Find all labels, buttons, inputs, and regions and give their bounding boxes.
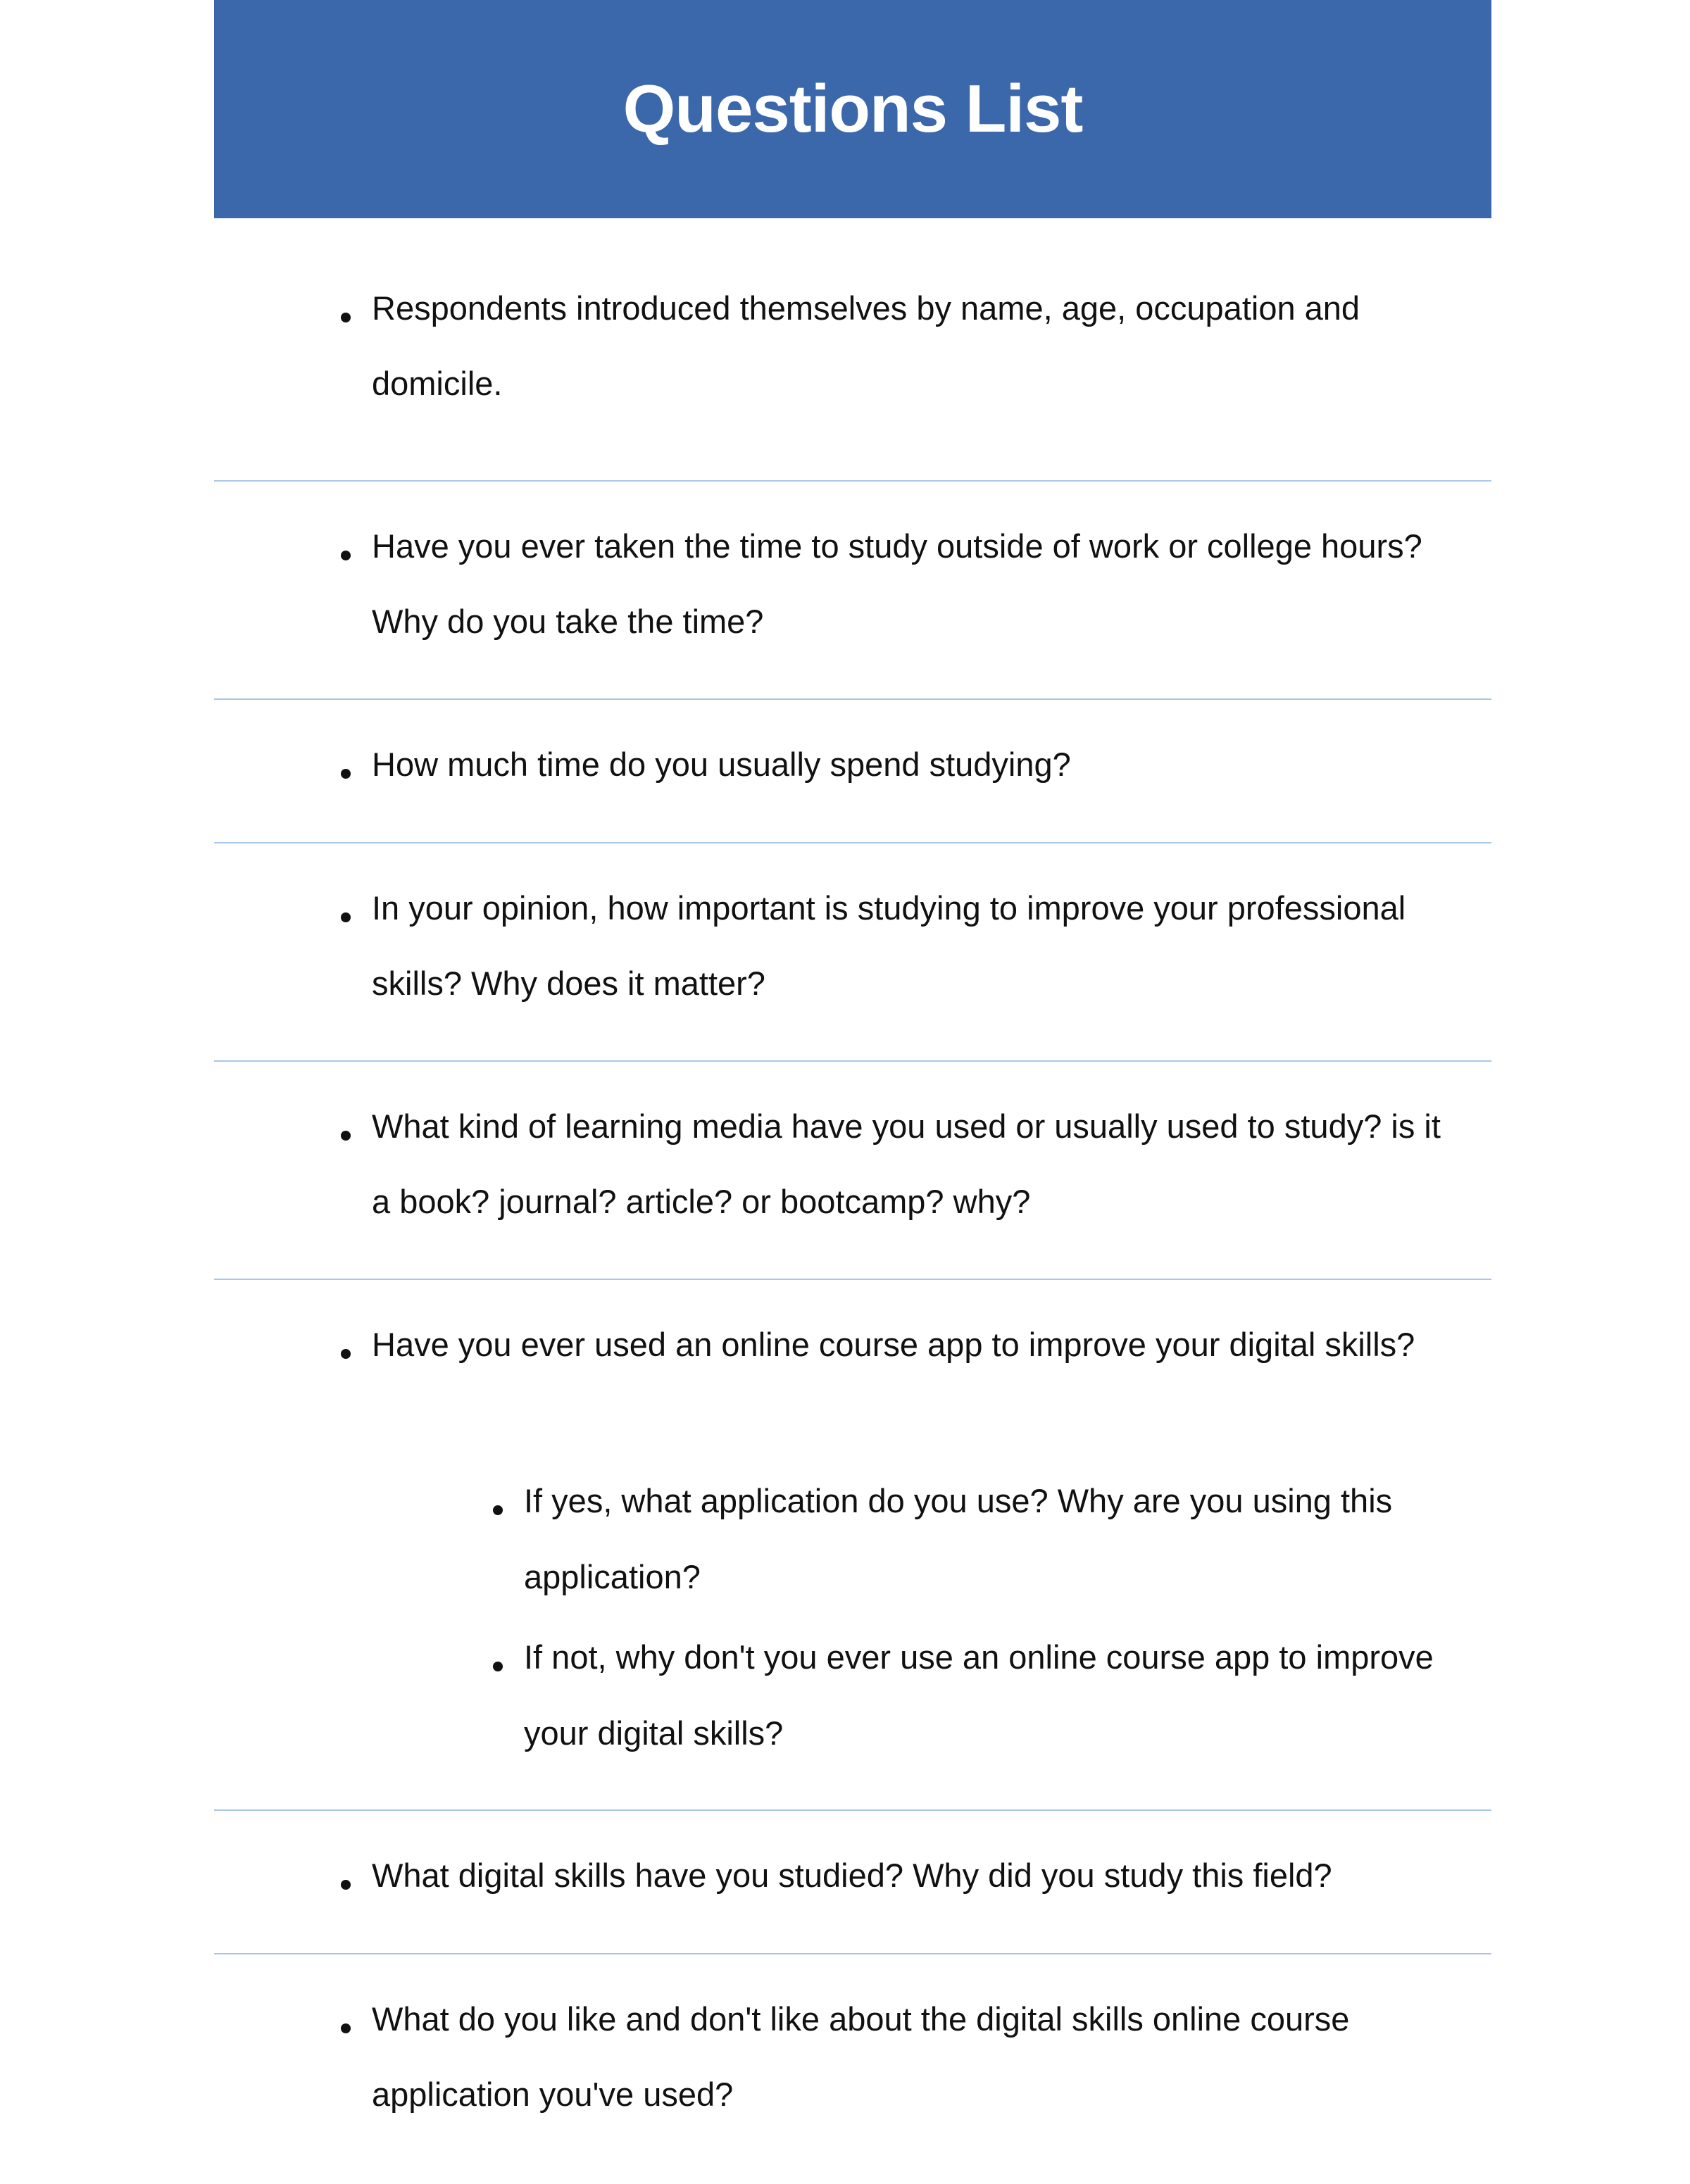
- question-text: Respondents introduced themselves by name, age, occupation and domicile.: [372, 289, 1360, 402]
- question-text: How much time do you usually spend studying?: [372, 746, 1071, 783]
- header-banner: [214, 0, 1491, 218]
- bullet-icon: [341, 2023, 351, 2033]
- list-item: [214, 1811, 1491, 1954]
- list-item: [214, 700, 1491, 843]
- question-text: What digital skills have you studied? Why did you study this field?: [372, 1857, 1332, 1894]
- question-text: Have you ever used an online course app to improve your digital skills?: [372, 1326, 1415, 1363]
- bullet-icon: [341, 912, 351, 922]
- list-item: [214, 1062, 1491, 1280]
- sub-bullet-icon: [493, 1662, 503, 1671]
- bullet-icon: [341, 313, 351, 322]
- list-item: [214, 263, 1491, 482]
- bullet-icon: [341, 1131, 351, 1141]
- list-item: [214, 1954, 1491, 2173]
- sub-question-text: If yes, what application do you use? Why are you using this application?: [524, 1482, 1393, 1595]
- sub-question-text: If not, why don't you ever use an online course app to improve your digital skills?: [524, 1638, 1434, 1752]
- page-title: Questions List: [622, 71, 1083, 146]
- list-item: [214, 482, 1491, 700]
- bullet-icon: [341, 769, 351, 779]
- document: [214, 0, 1491, 2173]
- questions-list: [214, 263, 1491, 2173]
- list-item: [214, 1280, 1491, 1811]
- list-item: [214, 843, 1491, 1062]
- question-text: What do you like and don't like about the digital skills online course application you've used?: [372, 2000, 1350, 2113]
- bullet-icon: [341, 1349, 351, 1359]
- question-text: What kind of learning media have you used or usually used to study? is it a book? journal? article? or bootcamp? why?: [372, 1107, 1441, 1220]
- question-text: In your opinion, how important is studying to improve your professional skills? Why does it matter?: [372, 889, 1406, 1002]
- bullet-icon: [341, 1880, 351, 1890]
- bullet-icon: [341, 551, 351, 560]
- question-text: Have you ever taken the time to study outside of work or college hours? Why do you take the time?: [372, 527, 1422, 640]
- sub-bullet-icon: [493, 1505, 503, 1515]
